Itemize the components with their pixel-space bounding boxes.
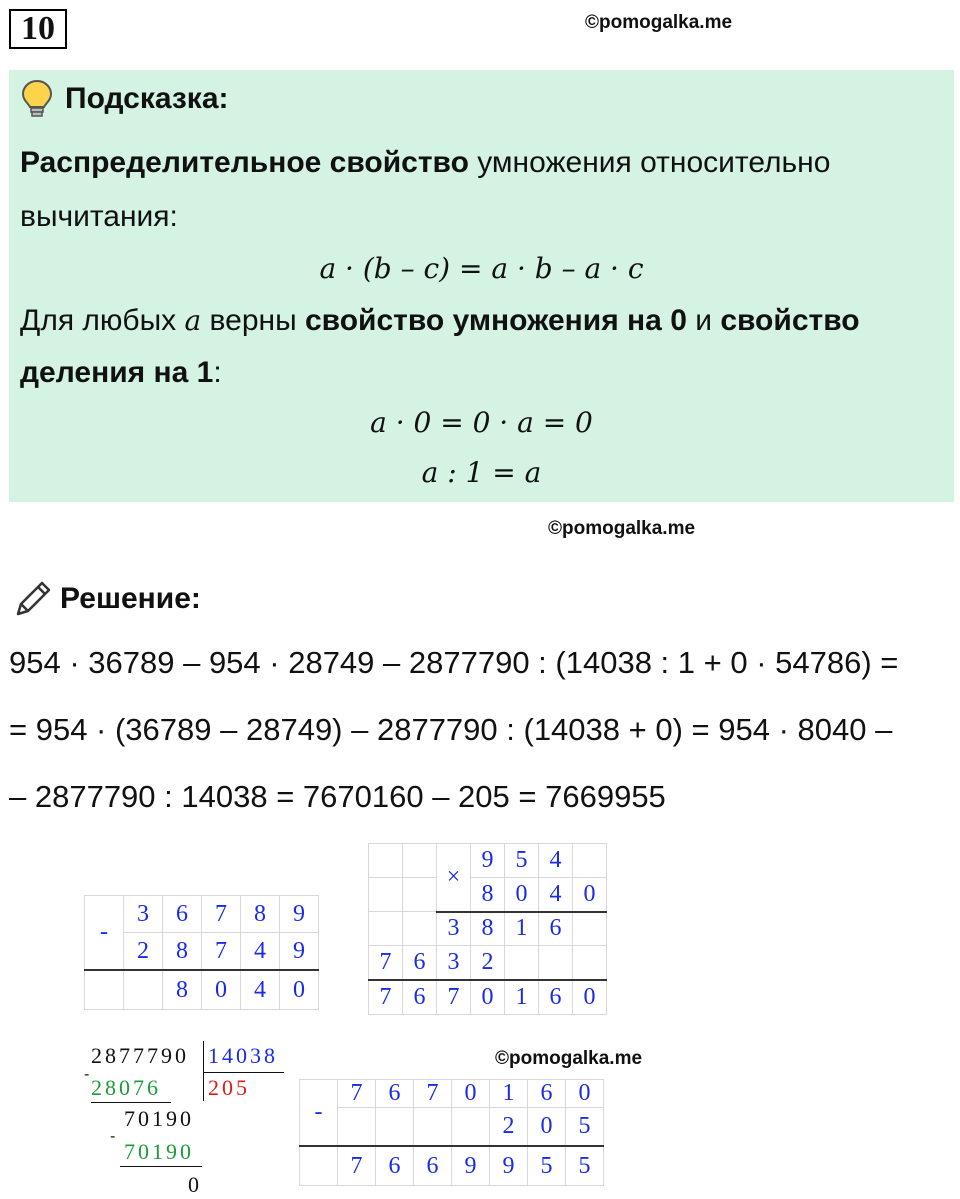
digit-cell xyxy=(403,912,437,946)
digit-cell: 0 xyxy=(471,980,505,1015)
digit-cell xyxy=(369,912,403,946)
hint-line-4 xyxy=(20,356,222,390)
remainder-2: 0 xyxy=(188,1172,202,1197)
digit-cell: 0 xyxy=(452,1080,490,1108)
digit-cell: 6 xyxy=(539,980,573,1015)
remainder-1: 70190 xyxy=(124,1106,194,1131)
digit-cell: 6 xyxy=(528,1080,566,1108)
digit-cell: 8 xyxy=(163,933,202,971)
hint-text-4: : xyxy=(213,356,222,389)
digit-cell: 7 xyxy=(338,1146,376,1186)
digit-cell xyxy=(452,1108,490,1147)
digit-cell xyxy=(403,844,437,878)
digit-cell: 4 xyxy=(241,933,280,971)
digit-cell: 9 xyxy=(280,933,319,971)
digit-cell: 0 xyxy=(566,1080,604,1108)
digit-cell: 5 xyxy=(566,1108,604,1147)
hint-line-1 xyxy=(20,146,830,180)
subtrahend-1: 28076 xyxy=(91,1075,161,1100)
hint-text-3b: верны xyxy=(201,304,305,337)
digit-cell xyxy=(300,1146,338,1186)
solution-title: Решение: xyxy=(60,582,201,615)
underline-1 xyxy=(91,1102,171,1103)
digit-cell: 6 xyxy=(403,980,437,1015)
hint-text-3a: Для любых xyxy=(20,304,185,337)
hint-bold-mult-zero: свойство умножения на 0 xyxy=(304,304,687,337)
pencil-icon xyxy=(12,578,54,620)
digit-cell: 1 xyxy=(505,980,539,1015)
hint-bold-distributive: Распределительное свойство xyxy=(20,146,469,179)
digit-cell: 7 xyxy=(338,1080,376,1108)
divisor: 14038 xyxy=(208,1043,278,1068)
digit-cell xyxy=(505,946,539,981)
digit-cell: 2 xyxy=(471,946,505,981)
digit-cell xyxy=(338,1108,376,1147)
digit-cell: 3 xyxy=(124,896,163,933)
digit-cell: 2 xyxy=(490,1108,528,1147)
digit-cell: 0 xyxy=(505,878,539,912)
hint-bold-div-one: деления на 1 xyxy=(20,356,214,389)
digit-cell xyxy=(124,970,163,1010)
solution-line-2: = 954 · (36789 – 28749) – 2877790 : (14038 + 0) = 954 · 8040 – xyxy=(9,712,893,747)
digit-cell: 1 xyxy=(505,912,539,946)
multiplication-954-8040 xyxy=(368,843,607,1015)
digit-cell: 7 xyxy=(437,980,471,1015)
digit-cell xyxy=(414,1108,452,1147)
divisor-underline xyxy=(204,1072,284,1073)
subtraction-7670160-205 xyxy=(299,1079,604,1186)
digit-cell: 3 xyxy=(437,946,471,981)
hint-text-1: умножения относительно xyxy=(468,146,831,179)
digit-cell: 0 xyxy=(202,970,241,1010)
digit-cell xyxy=(85,970,124,1010)
digit-cell: 1 xyxy=(490,1080,528,1108)
digit-cell: 6 xyxy=(163,896,202,933)
hint-title: Подсказка: xyxy=(65,82,229,115)
watermark-bottom: ©pomogalka.me xyxy=(495,1048,643,1069)
solution-line-1: 954 · 36789 – 954 · 28749 – 2877790 : (14038 : 1 + 0 · 54786) = xyxy=(9,645,899,680)
subtraction-36789-28749 xyxy=(84,895,319,1010)
quotient: 205 xyxy=(208,1075,250,1100)
digit-cell: 6 xyxy=(539,912,573,946)
hint-bold-property: свойство xyxy=(720,304,860,337)
times-operator: × xyxy=(437,844,471,912)
digit-cell: 5 xyxy=(505,844,539,878)
solution-line-3: – 2877790 : 14038 = 7670160 – 205 = 7669955 xyxy=(9,779,666,814)
digit-cell xyxy=(573,844,607,878)
digit-cell: 0 xyxy=(573,980,607,1015)
digit-cell: 7 xyxy=(202,896,241,933)
digit-cell: 4 xyxy=(539,878,573,912)
minus-sign-1: - xyxy=(84,1066,90,1083)
dividend: 2877790 xyxy=(91,1043,189,1068)
subtrahend-2: 70190 xyxy=(124,1139,194,1164)
task-number: 10 xyxy=(9,9,67,49)
underline-2 xyxy=(120,1166,202,1167)
digit-cell xyxy=(573,912,607,946)
lightbulb-icon xyxy=(20,78,54,120)
digit-cell: 5 xyxy=(566,1146,604,1186)
digit-cell: 6 xyxy=(376,1080,414,1108)
digit-cell: 4 xyxy=(539,844,573,878)
digit-cell: 9 xyxy=(490,1146,528,1186)
digit-cell: 6 xyxy=(403,946,437,981)
digit-cell: 4 xyxy=(241,970,280,1010)
formula-distributive: a · (b – c) = a · b – a · c xyxy=(319,252,644,285)
digit-cell: 2 xyxy=(124,933,163,971)
digit-cell: 3 xyxy=(437,912,471,946)
formula-zero: a · 0 = 0 · a = 0 xyxy=(370,406,593,439)
digit-cell: 9 xyxy=(471,844,505,878)
digit-cell xyxy=(403,878,437,912)
watermark-middle: ©pomogalka.me xyxy=(548,518,696,539)
digit-cell: 8 xyxy=(471,878,505,912)
digit-cell: 7 xyxy=(414,1080,452,1108)
watermark-top: ©pomogalka.me xyxy=(585,12,733,33)
digit-cell: 9 xyxy=(452,1146,490,1186)
digit-cell xyxy=(369,844,403,878)
minus-operator: - xyxy=(300,1080,338,1147)
digit-cell: 7 xyxy=(202,933,241,971)
digit-cell: 8 xyxy=(471,912,505,946)
digit-cell: 5 xyxy=(528,1146,566,1186)
hint-line-2: вычитания: xyxy=(20,200,178,233)
digit-cell: 0 xyxy=(528,1108,566,1147)
minus-operator: - xyxy=(85,896,124,971)
digit-cell: 7 xyxy=(369,946,403,981)
formula-one: a : 1 = a xyxy=(421,456,542,489)
division-vertical-line xyxy=(203,1041,204,1101)
hint-line-3 xyxy=(20,304,860,338)
hint-text-3c: и xyxy=(686,304,721,337)
digit-cell xyxy=(369,878,403,912)
hint-var-a: a xyxy=(184,304,202,337)
digit-cell: 8 xyxy=(163,970,202,1010)
digit-cell xyxy=(573,946,607,981)
digit-cell: 7 xyxy=(369,980,403,1015)
digit-cell: 6 xyxy=(414,1146,452,1186)
digit-cell: 0 xyxy=(280,970,319,1010)
minus-sign-2: - xyxy=(110,1128,116,1145)
digit-cell: 6 xyxy=(376,1146,414,1186)
digit-cell xyxy=(376,1108,414,1147)
digit-cell: 8 xyxy=(241,896,280,933)
digit-cell: 0 xyxy=(573,878,607,912)
digit-cell xyxy=(539,946,573,981)
digit-cell: 9 xyxy=(280,896,319,933)
